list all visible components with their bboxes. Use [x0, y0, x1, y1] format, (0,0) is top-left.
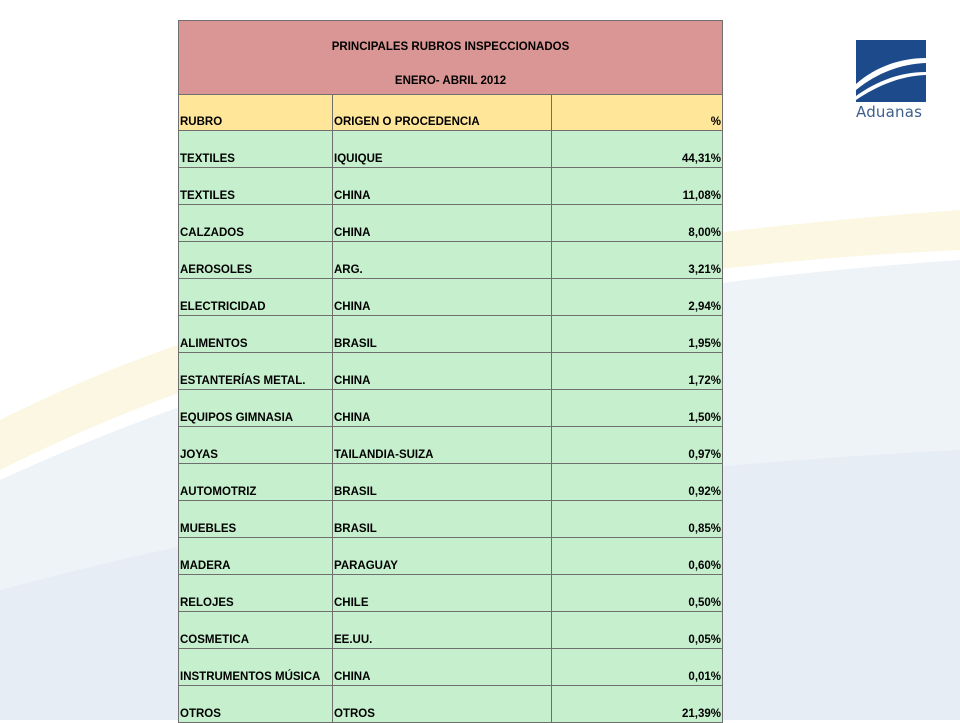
table-row	[179, 390, 723, 427]
inspection-table-sheet	[178, 20, 722, 723]
rubro-cell: MUEBLES	[179, 501, 333, 538]
table-row	[179, 427, 723, 464]
origen-cell: CHINA	[333, 205, 552, 242]
header-origen: ORIGEN O PROCEDENCIA	[333, 95, 552, 131]
origen-cell: BRASIL	[333, 464, 552, 501]
table-row	[179, 538, 723, 575]
pct-cell: 11,08%	[552, 168, 723, 205]
title-row	[179, 21, 723, 95]
origen-cell: ARG.	[333, 242, 552, 279]
pct-cell: 0,50%	[552, 575, 723, 612]
origen-cell: IQUIQUE	[333, 131, 552, 168]
rubro-cell: COSMETICA	[179, 612, 333, 649]
pct-cell: 0,05%	[552, 612, 723, 649]
origen-cell: EE.UU.	[333, 612, 552, 649]
rubro-cell: EQUIPOS GIMNASIA	[179, 390, 333, 427]
pct-cell: 3,21%	[552, 242, 723, 279]
pct-cell: 1,72%	[552, 353, 723, 390]
origen-cell: BRASIL	[333, 316, 552, 353]
pct-cell: 8,00%	[552, 205, 723, 242]
table-row	[179, 279, 723, 316]
rubro-cell: ESTANTERÍAS METAL.	[179, 353, 333, 390]
rubro-cell: TEXTILES	[179, 131, 333, 168]
origen-cell: PARAGUAY	[333, 538, 552, 575]
pct-cell: 44,31%	[552, 131, 723, 168]
rubro-cell: RELOJES	[179, 575, 333, 612]
table-title-cell	[179, 21, 723, 95]
rubro-cell: ELECTRICIDAD	[179, 279, 333, 316]
header-row	[179, 95, 723, 131]
inspection-table	[178, 20, 723, 723]
pct-cell: 1,50%	[552, 390, 723, 427]
rubro-cell: AUTOMOTRIZ	[179, 464, 333, 501]
aduanas-logo-icon	[856, 40, 926, 102]
table-row	[179, 205, 723, 242]
table-row	[179, 686, 723, 723]
origen-cell: BRASIL	[333, 501, 552, 538]
origen-cell: TAILANDIA-SUIZA	[333, 427, 552, 464]
pct-cell: 0,85%	[552, 501, 723, 538]
logo-text: Aduanas	[856, 103, 923, 121]
table-row	[179, 501, 723, 538]
table-title: PRINCIPALES RUBROS INSPECCIONADOS	[331, 41, 570, 53]
pct-cell: 21,39%	[552, 686, 723, 723]
table-row	[179, 316, 723, 353]
origen-cell: OTROS	[333, 686, 552, 723]
table-row	[179, 168, 723, 205]
table-subtitle: ENERO- ABRIL 2012	[394, 75, 507, 87]
rubro-cell: ALIMENTOS	[179, 316, 333, 353]
origen-cell: CHINA	[333, 390, 552, 427]
table-row	[179, 612, 723, 649]
origen-cell: CHILE	[333, 575, 552, 612]
pct-cell: 0,92%	[552, 464, 723, 501]
rubro-cell: INSTRUMENTOS MÚSICA	[179, 649, 333, 686]
pct-cell: 0,01%	[552, 649, 723, 686]
rubro-cell: OTROS	[179, 686, 333, 723]
pct-cell: 0,97%	[552, 427, 723, 464]
rubro-cell: TEXTILES	[179, 168, 333, 205]
header-pct: %	[552, 95, 723, 131]
aduanas-logo	[856, 40, 928, 121]
rubro-cell: JOYAS	[179, 427, 333, 464]
table-row	[179, 464, 723, 501]
table-row	[179, 353, 723, 390]
origen-cell: CHINA	[333, 353, 552, 390]
table-row	[179, 649, 723, 686]
origen-cell: CHINA	[333, 168, 552, 205]
rubro-cell: MADERA	[179, 538, 333, 575]
pct-cell: 1,95%	[552, 316, 723, 353]
table-row	[179, 242, 723, 279]
table-row	[179, 575, 723, 612]
table-row	[179, 131, 723, 168]
origen-cell: CHINA	[333, 279, 552, 316]
origen-cell: CHINA	[333, 649, 552, 686]
rubro-cell: CALZADOS	[179, 205, 333, 242]
pct-cell: 0,60%	[552, 538, 723, 575]
header-rubro: RUBRO	[179, 95, 333, 131]
rubro-cell: AEROSOLES	[179, 242, 333, 279]
pct-cell: 2,94%	[552, 279, 723, 316]
